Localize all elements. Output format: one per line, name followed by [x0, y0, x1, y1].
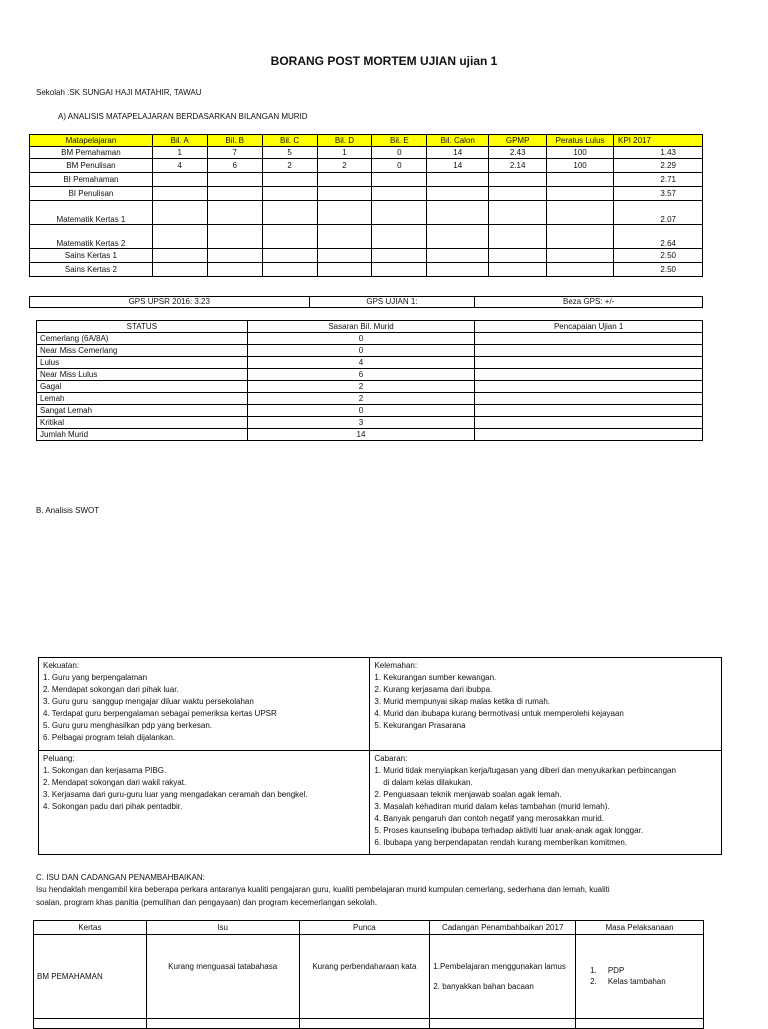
subject-cell: 2.07 [614, 201, 703, 225]
subject-cell: 1 [317, 147, 372, 159]
kelemahan-item: 2. Kurang kerjasama dari ibubpa. [374, 685, 493, 694]
subject-name: BM Pemahaman [30, 147, 153, 159]
subject-cell [152, 201, 207, 225]
school-line: Sekolah :SK SUNGAI HAJI MATAHIR, TAWAU [36, 88, 202, 97]
subject-cell [262, 225, 317, 249]
subject-row [30, 173, 703, 187]
status-row [37, 333, 703, 345]
status-achievement [475, 393, 703, 405]
status-achievement [475, 429, 703, 441]
swot-kelemahan [370, 658, 722, 751]
subject-row [30, 263, 703, 277]
subject-cell: 6 [207, 159, 262, 173]
issue-table [33, 920, 704, 1029]
kekuatan-item: 6. Pelbagai program telah dijalankan. [43, 733, 176, 742]
subject-cell [489, 263, 547, 277]
status-header-cell: Sasaran Bil. Murid [247, 321, 475, 333]
cabaran-item: 6. Ibubapa yang berpendapatan rendah kurang memberikan komitmen. [374, 838, 628, 847]
subject-cell [317, 225, 372, 249]
status-target: 3 [247, 417, 475, 429]
subject-row [30, 187, 703, 201]
subject-header-cell: Bil. Calon [427, 135, 489, 147]
subject-cell [372, 201, 427, 225]
issue-header-cell: Cadangan Penambahbaikan 2017 [430, 921, 576, 935]
issue-punca [299, 935, 430, 1019]
subject-row [30, 249, 703, 263]
subject-name: Sains Kertas 2 [30, 263, 153, 277]
subject-cell: 4 [152, 159, 207, 173]
swot-peluang [39, 751, 370, 855]
subject-cell: 2.50 [614, 263, 703, 277]
status-label: Near Miss Lulus [37, 369, 248, 381]
issue-masa-2: 2. Kelas tambahan [590, 977, 666, 986]
subject-header-cell: Bil. B [207, 135, 262, 147]
status-header-cell: Pencapaian Ujian 1 [475, 321, 703, 333]
subject-cell [152, 173, 207, 187]
gps-table [29, 296, 703, 308]
subject-cell: 2.50 [614, 249, 703, 263]
subject-cell [547, 201, 614, 225]
cabaran-item: 3. Masalah kehadiran murid dalam kelas tambahan (murid lemah). [374, 802, 610, 811]
subject-cell: 2.71 [614, 173, 703, 187]
subject-cell [207, 187, 262, 201]
subject-cell [262, 201, 317, 225]
subject-name: Matematik Kertas 2 [30, 225, 153, 249]
gps-ujian: GPS UJIAN 1: [309, 297, 475, 308]
status-target: 2 [247, 381, 475, 393]
peluang-item: 4. Sokongan padu dari pihak pentadbir. [43, 802, 183, 811]
subject-cell [547, 225, 614, 249]
cabaran-item: di dalam kelas dilakukan. [374, 778, 473, 787]
status-row [37, 345, 703, 357]
issue-cadangan-1: 1.Pembelajaran menggunakan lamus [433, 961, 566, 971]
section-b-heading: B. Analisis SWOT [36, 506, 100, 515]
subject-cell [372, 249, 427, 263]
subject-cell [152, 187, 207, 201]
subject-cell [152, 225, 207, 249]
peluang-item: 3. Kerjasama dari guru-guru luar yang mengadakan ceramah dan bengkel. [43, 790, 308, 799]
subject-name: BM Penulisan [30, 159, 153, 173]
subject-name: Sains Kertas 1 [30, 249, 153, 263]
status-target: 14 [247, 429, 475, 441]
subject-header-cell: Bil. E [372, 135, 427, 147]
status-label: Near Miss Cemerlang [37, 345, 248, 357]
subject-header-cell: Bil. D [317, 135, 372, 147]
subject-cell [317, 173, 372, 187]
subject-cell [207, 201, 262, 225]
issue-isu-text: Kurang menguasai tatabahasa [168, 961, 278, 971]
swot-cabaran [370, 751, 722, 855]
subject-cell [427, 249, 489, 263]
subject-cell [427, 201, 489, 225]
subject-cell: 2 [262, 159, 317, 173]
swot-kekuatan [39, 658, 370, 751]
status-table-header [37, 321, 703, 333]
subject-cell [262, 249, 317, 263]
status-label: Sangat Lemah [37, 405, 248, 417]
subject-cell: 7 [207, 147, 262, 159]
subject-cell [547, 263, 614, 277]
subject-row [30, 147, 703, 159]
subject-cell: 5 [262, 147, 317, 159]
kelemahan-item: 4. Murid dan ibubapa kurang bermotivasi untuk memperolehi kejayaan [374, 709, 624, 718]
issue-kertas: BM PEMAHAMAN [34, 935, 147, 1019]
subject-cell [427, 263, 489, 277]
status-achievement [475, 333, 703, 345]
status-row [37, 393, 703, 405]
section-a-heading: A) ANALISIS MATAPELAJARAN BERDASARKAN BILANGAN MURID [58, 112, 308, 121]
subject-cell [547, 187, 614, 201]
subject-cell [427, 187, 489, 201]
status-label: Gagal [37, 381, 248, 393]
subject-cell: 2 [317, 159, 372, 173]
kelemahan-heading: Kelemahan: [374, 661, 418, 670]
issue-isu [146, 935, 299, 1019]
kekuatan-item: 4. Terdapat guru berpengalaman sebagai pemeriksa kertas UPSR [43, 709, 277, 718]
subject-cell: 2.43 [489, 147, 547, 159]
subject-cell [317, 201, 372, 225]
issue-cadangan-2: 2. banyakkan bahan bacaan [433, 981, 534, 991]
subject-cell [262, 173, 317, 187]
subject-header-cell: Matapelajaran [30, 135, 153, 147]
subject-header-cell: Bil. C [262, 135, 317, 147]
subject-cell [489, 187, 547, 201]
subject-cell [317, 249, 372, 263]
issue-masa-1: 1. PDP [590, 966, 625, 975]
issue-masa [576, 935, 704, 1019]
kekuatan-heading: Kekuatan: [43, 661, 80, 670]
status-label: Lulus [37, 357, 248, 369]
status-target: 0 [247, 333, 475, 345]
subject-cell [207, 173, 262, 187]
status-row [37, 357, 703, 369]
subject-cell [262, 187, 317, 201]
subject-cell [152, 249, 207, 263]
subject-cell: 14 [427, 147, 489, 159]
kelemahan-item: 5. Kekurangan Prasarana [374, 721, 466, 730]
page-title: BORANG POST MORTEM UJIAN ujian 1 [270, 54, 498, 68]
subject-cell [489, 225, 547, 249]
kekuatan-item: 1. Guru yang berpengalaman [43, 673, 148, 682]
subject-cell: 1.43 [614, 147, 703, 159]
status-header-cell: STATUS [37, 321, 248, 333]
gps-upsr: GPS UPSR 2016: 3.23 [30, 297, 310, 308]
status-label: Kritikal [37, 417, 248, 429]
peluang-item: 2. Mendapat sokongan dari wakil rakyat. [43, 778, 187, 787]
kelemahan-item: 1. Kekurangan sumber kewangan. [374, 673, 497, 682]
status-target: 2 [247, 393, 475, 405]
subject-cell [317, 263, 372, 277]
status-label: Jumlah Murid [37, 429, 248, 441]
gps-beza: Beza GPS: +/- [475, 297, 703, 308]
status-row [37, 381, 703, 393]
issue-header-cell: Isu [146, 921, 299, 935]
subject-cell [372, 187, 427, 201]
issue-punca-text: Kurang perbendaharaan kata [312, 961, 417, 971]
status-target: 0 [247, 405, 475, 417]
status-achievement [475, 357, 703, 369]
peluang-item: 1. Sokongan dan kerjasama PIBG. [43, 766, 167, 775]
subject-cell: 0 [372, 159, 427, 173]
subject-cell: 0 [372, 147, 427, 159]
subject-header-cell: Peratus Lulus [547, 135, 614, 147]
subject-cell [427, 173, 489, 187]
subject-cell [207, 249, 262, 263]
subject-cell [262, 263, 317, 277]
subject-row [30, 225, 703, 249]
subject-name: Matematik Kertas 1 [30, 201, 153, 225]
subject-cell [547, 173, 614, 187]
subject-cell [372, 263, 427, 277]
subject-cell: 100 [547, 147, 614, 159]
subject-header-cell: Bil. A [152, 135, 207, 147]
cabaran-heading: Cabaran: [374, 754, 408, 763]
subject-table [29, 134, 703, 277]
issue-cadangan [430, 935, 576, 1019]
status-row [37, 369, 703, 381]
kelemahan-item: 3. Murid mempunyai sikap malas ketika di rumah. [374, 697, 551, 706]
subject-cell: 1 [152, 147, 207, 159]
issue-row [34, 935, 704, 1019]
subject-cell [427, 225, 489, 249]
issue-header-cell: Kertas [34, 921, 147, 935]
subject-cell [372, 173, 427, 187]
peluang-heading: Peluang: [43, 754, 75, 763]
status-table [36, 320, 703, 441]
subject-cell: 2.14 [489, 159, 547, 173]
status-target: 0 [247, 345, 475, 357]
subject-name: BI Penulisan [30, 187, 153, 201]
section-c-heading: C. ISU DAN CADANGAN PENAMBAHBAIKAN: [36, 873, 205, 882]
status-target: 4 [247, 357, 475, 369]
subject-cell: 3.57 [614, 187, 703, 201]
status-row [37, 405, 703, 417]
subject-cell [207, 263, 262, 277]
status-row [37, 417, 703, 429]
issue-header-cell: Punca [299, 921, 430, 935]
subject-table-header [30, 135, 703, 147]
subject-row [30, 159, 703, 173]
subject-header-cell: GPMP [489, 135, 547, 147]
subject-cell: 14 [427, 159, 489, 173]
status-achievement [475, 405, 703, 417]
subject-cell [152, 263, 207, 277]
section-c-para-2: soalan, program khas panitia (pemulihan dan pengayaan) dan program kecemerlangan sekolah. [36, 898, 378, 907]
kekuatan-item: 3. Guru guru sanggup mengajar diluar waktu persekolahan [43, 697, 254, 706]
cabaran-item: 1. Murid tidak menyiapkan kerja/tugasan yang diberi dan menyukarkan perbincangan [374, 766, 676, 775]
status-achievement [475, 345, 703, 357]
cabaran-item: 2. Penguasaan teknik menjawab soalan agak lemah. [374, 790, 562, 799]
kekuatan-item: 2. Mendapat sokongan dari pihak luar. [43, 685, 179, 694]
issue-header-cell: Masa Pelaksanaan [576, 921, 704, 935]
subject-cell [207, 225, 262, 249]
subject-cell [489, 249, 547, 263]
status-label: Lemah [37, 393, 248, 405]
subject-cell [489, 173, 547, 187]
subject-cell [317, 187, 372, 201]
cabaran-item: 4. Banyak pengaruh dan contoh negatif yang merosakkan murid. [374, 814, 604, 823]
issue-table-header [34, 921, 704, 935]
status-achievement [475, 381, 703, 393]
status-achievement [475, 369, 703, 381]
kekuatan-item: 5. Guru guru menghasilkan pdp yang berkesan. [43, 721, 212, 730]
subject-cell: 100 [547, 159, 614, 173]
subject-cell [547, 249, 614, 263]
section-c-para-1: Isu hendaklah mengambil kira beberapa perkara antaranya kualiti pengajaran guru, kualiti pembelajaran murid kumpulan cemerlang, sederhana dan lemah, kualiti [36, 885, 610, 894]
subject-cell [489, 201, 547, 225]
subject-cell [372, 225, 427, 249]
subject-cell: 2.64 [614, 225, 703, 249]
status-row [37, 429, 703, 441]
status-label: Cemerlang (6A/8A) [37, 333, 248, 345]
subject-header-cell: KPI 2017 [614, 135, 703, 147]
subject-cell: 2.29 [614, 159, 703, 173]
subject-row [30, 201, 703, 225]
status-target: 6 [247, 369, 475, 381]
status-achievement [475, 417, 703, 429]
cabaran-item: 5. Proses kaunseling ibubapa terhadap aktiviti luar anak-anak agak longgar. [374, 826, 644, 835]
swot-table [38, 657, 722, 855]
subject-name: BI Pemahaman [30, 173, 153, 187]
